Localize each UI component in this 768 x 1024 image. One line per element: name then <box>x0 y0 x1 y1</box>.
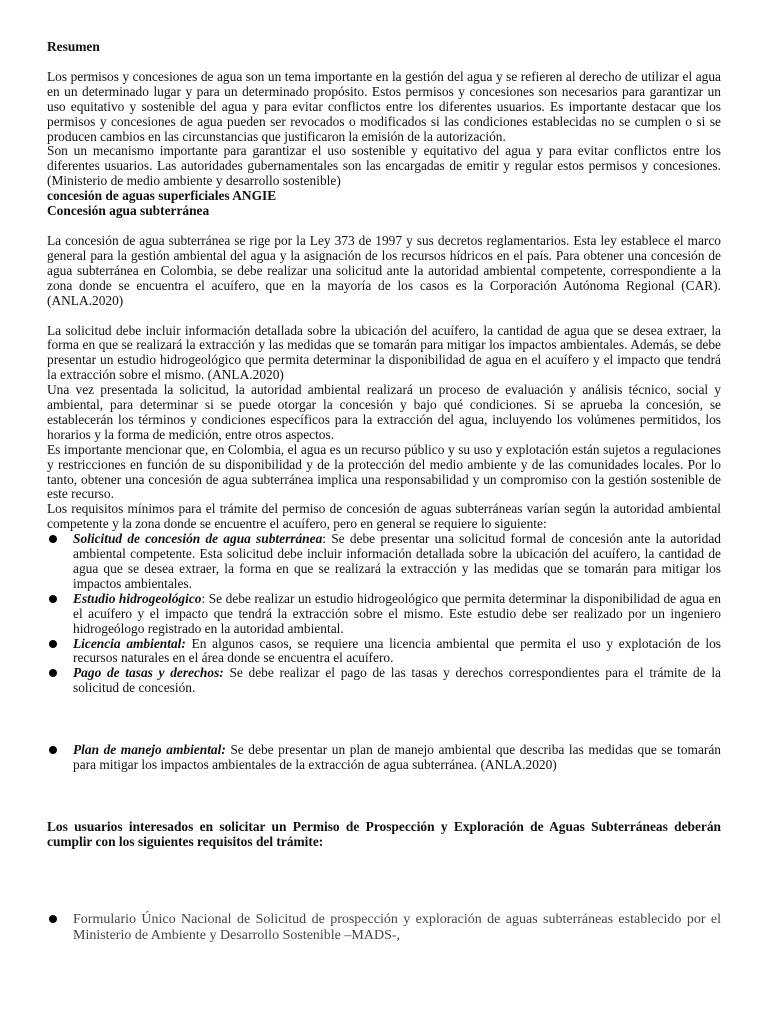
final-item-text: Formulario Único Nacional de Solicitud de prospección y exploración de aguas subterráneas establecido por el Ministerio de Ambiente y Desarrollo Sostenible –MADS-, <box>73 911 721 943</box>
requirements-list-continued <box>47 743 721 773</box>
mechanism-paragraph: Son un mecanismo importante para garantizar el uso sostenible y equitativo del agua y para evitar conflictos entre los diferentes usuarios. Las autoridades gubernamentales son las encargadas de emitir y regular estos permisos y concesiones. (Ministerio de medio ambiente y desarrollo sostenible) <box>47 143 721 189</box>
spacer <box>47 309 721 324</box>
list-item <box>47 592 721 637</box>
spacer <box>47 850 721 912</box>
evaluacion-paragraph: Una vez presentada la solicitud, la autoridad ambiental realizará un proceso de evaluación y análisis técnico, social y ambiental, para determinar si se puede otorgar la concesión y bajo qué condiciones. Si se aprueba la concesión, se establecerán los términos y condiciones específicos para la extracción del agua, incluyendo los volúmenes permitidos, los horarios y la forma de medición, entre otros aspectos. <box>47 382 721 442</box>
bullet-icon <box>49 915 57 923</box>
requirement-term: Estudio hidrogeológico <box>73 590 202 606</box>
heading-superficiales: concesión de aguas superficiales ANGIE <box>47 188 277 204</box>
solicitud-paragraph: La solicitud debe incluir información detallada sobre la ubicación del acuífero, la cantidad de agua que se desea extraer, la forma en que se realizará la extracción y las medidas que se tomarán para mitigar los impactos ambientales. Además, se debe presentar un estudio hidrogeológico que permita determinar la disponibilidad de agua en el acuífero y el impacto que tendrá la extracción sobre el mismo. (ANLA.2020) <box>47 322 721 383</box>
list-item <box>47 743 721 773</box>
requirement-text: : Se debe realizar un estudio hidrogeológico que permita determinar la disponibilidad de agua en el acuífero y el impacto que tendrá la extracción sobre el mismo. Este estudio debe ser realizado por un ingeniero hidrogeólogo registrado en la autoridad ambiental. <box>73 590 721 636</box>
requirement-text: : Se debe presentar una solicitud formal de concesión ante la autoridad ambiental competente. Esta solicitud debe incluir información detallada sobre la ubicación del acuífero, la cantidad de agua que se desea extraer, la forma en que se realizará la extracción y las medidas que se tomarán para mitigar los impactos ambientales. <box>73 531 721 591</box>
prospeccion-list <box>47 912 721 944</box>
bullet-icon <box>49 746 57 754</box>
requirements-list <box>47 532 721 696</box>
intro-paragraph: Los permisos y concesiones de agua son un tema importante en la gestión del agua y se refieren al derecho de utilizar el agua en un determinado lugar y para un determinado propósito. Estos permisos y concesiones son necesarios para garantizar un uso equitativo y sostenible del agua y para evitar conflictos entre los diferentes usuarios. Es importante destacar que los permisos y concesiones de agua pueden ser revocados o modificados si las condiciones establecidas no se cumplen o si se producen cambios en las circunstancias que justificaron la emisión de la autorización. <box>47 68 721 144</box>
requirement-text: Se debe presentar un plan de manejo ambiental que describa las medidas que se tomarán para mitigar los impactos ambientales de la extracción de agua subterránea. (ANLA.2020) <box>73 742 722 773</box>
ley-paragraph: La concesión de agua subterránea se rige por la Ley 373 de 1997 y sus decretos reglamentarios. Esta ley establece el marco general para la gestión ambiental del agua y la asignación de los recursos hídricos en el país. Para obtener una concesión de agua subterránea en Colombia, se debe realizar una solicitud ante la autoridad ambiental competente, correspondiente a la zona donde se encuentra el acuífero, que en la mayoría de los casos es la Corporación Autónoma Regional (CAR). (ANLA.2020) <box>47 232 721 308</box>
document-page <box>47 40 721 944</box>
bullet-icon <box>49 669 57 677</box>
list-item <box>47 637 721 667</box>
requirement-term: Pago de tasas y derechos: <box>73 665 224 681</box>
list-item <box>47 532 721 592</box>
prospeccion-heading: Los usuarios interesados en solicitar un Permiso de Prospección y Exploración de Aguas Subterráneas deberán cumplir con los siguientes requisitos del trámite: <box>47 818 721 849</box>
spacer <box>47 219 721 234</box>
bullet-icon <box>49 535 57 543</box>
spacer <box>47 55 721 70</box>
requirement-term: Plan de manejo ambiental: <box>73 742 226 758</box>
heading-resumen: Resumen <box>47 39 100 54</box>
bullet-icon <box>49 640 57 648</box>
requirement-text: En algunos casos, se requiere una licencia ambiental que permita el uso y explotación de los recursos naturales en el área donde se encuentra el acuífero. <box>73 635 721 666</box>
list-item <box>47 666 721 696</box>
spacer <box>47 773 721 820</box>
heading-subterranea: Concesión agua subterránea <box>47 203 210 219</box>
requirement-term: Licencia ambiental: <box>73 635 186 651</box>
list-item <box>47 912 721 944</box>
requisitos-paragraph: Los requisitos mínimos para el trámite del permiso de concesión de aguas subterráneas varían según la autoridad ambiental competente y la zona donde se encuentre el acuífero, pero en general se requiere lo siguiente: <box>47 501 721 532</box>
bullet-icon <box>49 595 57 603</box>
requirement-term: Solicitud de concesión de agua subterránea <box>73 531 323 547</box>
recurso-paragraph: Es importante mencionar que, en Colombia, el agua es un recurso público y su uso y explotación están sujetos a regulaciones y restricciones en función de su disponibilidad y de la protección del medio ambiente y de las comunidades locales. Por lo tanto, obtener una concesión de agua subterránea implica una responsabilidad y un compromiso con la gestión sostenible de este recurso. <box>47 441 721 502</box>
requirement-text: Se debe realizar el pago de las tasas y derechos correspondientes para el trámite de la solicitud de concesión. <box>73 665 721 696</box>
spacer <box>47 696 721 743</box>
